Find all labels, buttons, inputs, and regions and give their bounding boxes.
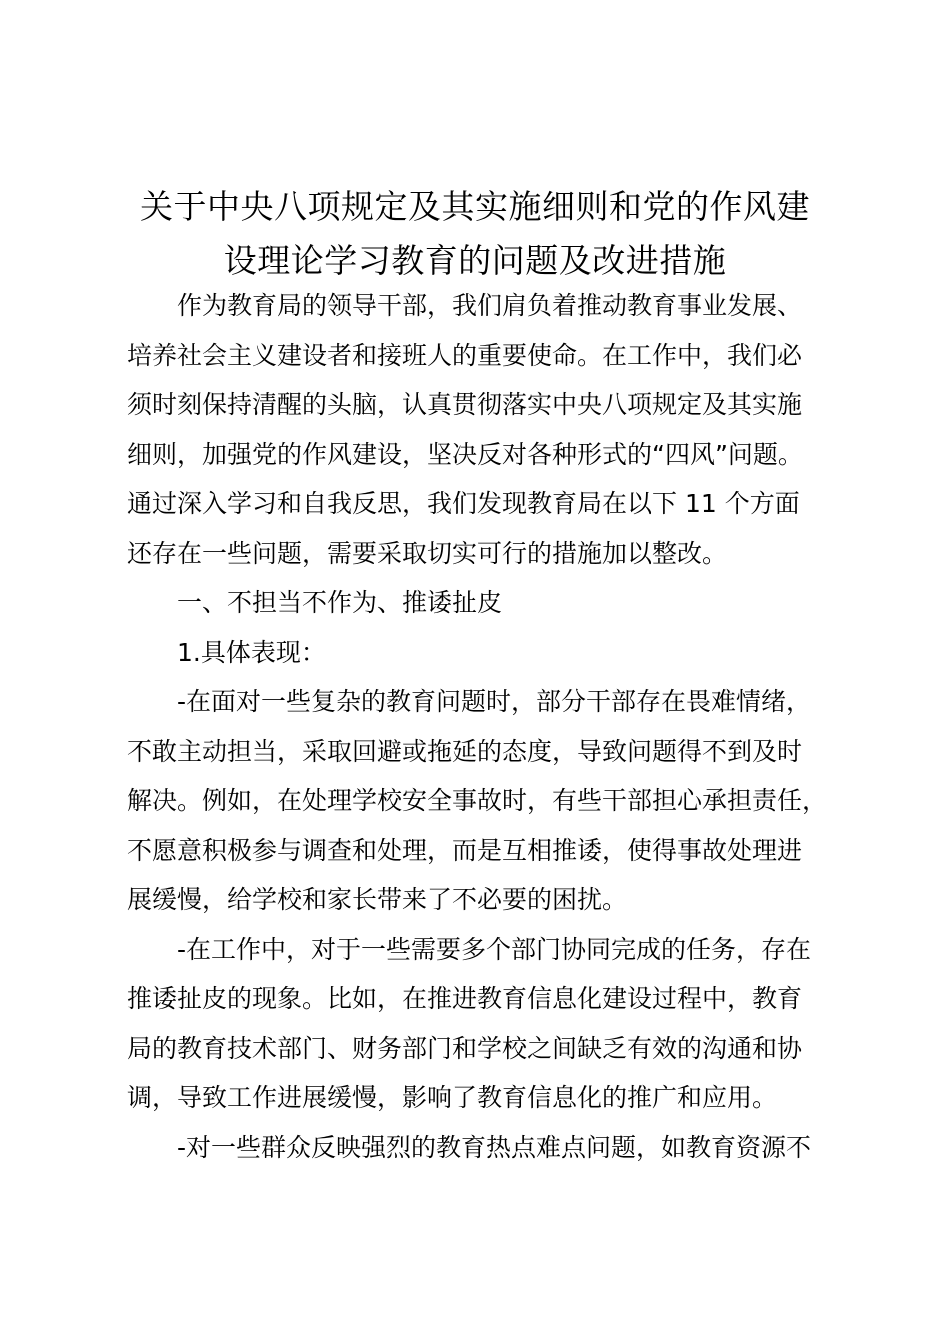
paragraph-intro-line-6: 还存在一些问题，需要采取切实可行的措施加以整改。 (127, 538, 728, 568)
document-body (127, 281, 867, 1172)
subsection-heading-1: 1.具体表现： (177, 637, 326, 667)
item-3-line-1: -对一些群众反映强烈的教育热点难点问题，如教育资源不 (177, 1132, 812, 1162)
item-2-line-4: 调，导致工作进展缓慢，影响了教育信息化的推广和应用。 (127, 1083, 778, 1112)
item-1-line-3: 解决。例如，在处理学校安全事故时，有些干部担心承担责任， (127, 786, 828, 815)
item-2-line-2: 推诿扯皮的现象。比如，在推进教育信息化建设过程中，教育 (127, 984, 803, 1013)
paragraph-intro-line-1: 作为教育局的领导干部，我们肩负着推动教育事业发展、 (177, 291, 803, 320)
paragraph-intro-line-4: 细则，加强党的作风建设，坚决反对各种形式的“四风”问题。 (127, 439, 803, 469)
item-1-line-5: 展缓慢，给学校和家长带来了不必要的困扰。 (127, 885, 628, 914)
section-heading-1: 一、不担当不作为、推诿扯皮 (177, 588, 503, 617)
item-2-line-3: 局的教育技术部门、财务部门和学校之间缺乏有效的沟通和协 (127, 1033, 803, 1063)
paragraph-intro-line-3: 须时刻保持清醒的头脑，认真贯彻落实中央八项规定及其实施 (127, 390, 803, 419)
document-title (100, 180, 850, 288)
title-line-2: 设理论学习教育的问题及改进措施 (223, 241, 727, 280)
item-1-line-2: 不敢主动担当，采取回避或拖延的态度，导致问题得不到及时 (127, 736, 803, 766)
item-2-line-1: -在工作中，对于一些需要多个部门协同完成的任务，存在 (177, 934, 812, 964)
title-line-1: 关于中央八项规定及其实施细则和党的作风建 (140, 187, 810, 226)
item-1-line-4: 不愿意积极参与调查和处理，而是互相推诿，使得事故处理进 (127, 835, 803, 865)
paragraph-intro-line-2: 培养社会主义建设者和接班人的重要使命。在工作中，我们必 (127, 340, 803, 370)
item-1-line-1: -在面对一些复杂的教育问题时，部分干部存在畏难情绪， (177, 687, 812, 716)
paragraph-intro-line-5: 通过深入学习和自我反思，我们发现教育局在以下 11 个方面 (127, 489, 800, 518)
